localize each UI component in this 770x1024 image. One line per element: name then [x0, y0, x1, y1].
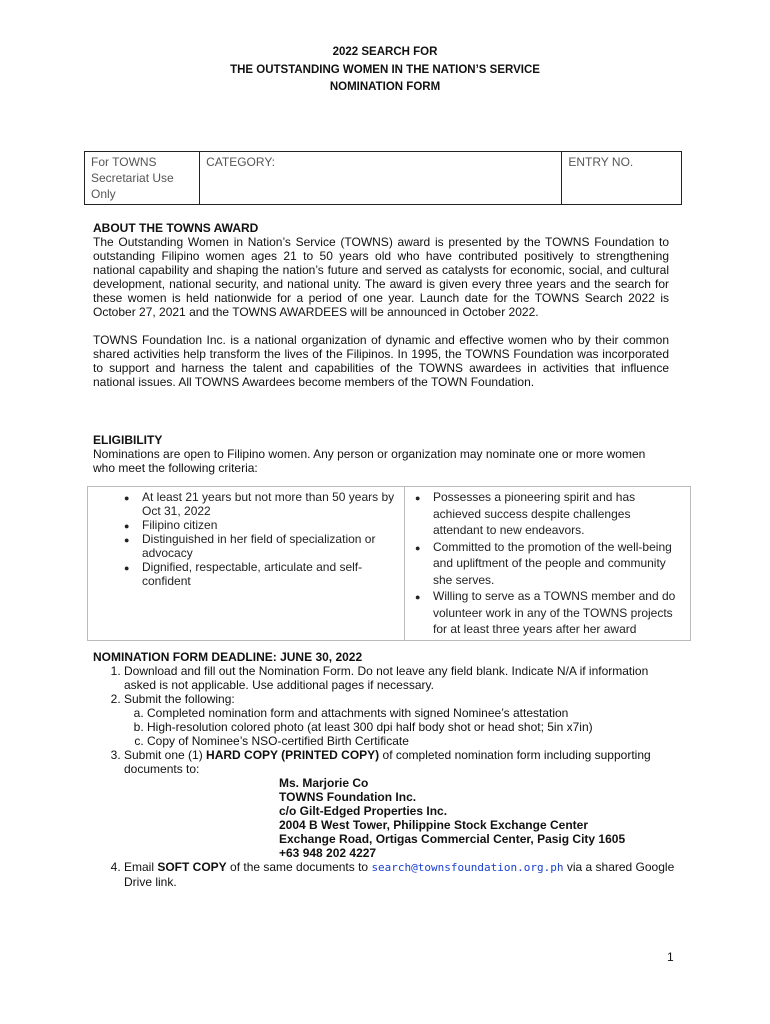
- hard-copy-emphasis: HARD COPY (PRINTED COPY): [206, 748, 380, 762]
- step-submit: [124, 692, 683, 748]
- address-line: +63 948 202 4227: [279, 846, 377, 860]
- address-line: 2004 B West Tower, Philippine Stock Exchange Center: [279, 818, 588, 832]
- page-number: 1: [667, 950, 674, 964]
- title-award: THE OUTSTANDING WOMEN IN THE NATION’S SERVICE: [230, 64, 540, 76]
- address-line: Exchange Road, Ortigas Commercial Center, Pasig City 1605: [279, 832, 626, 846]
- category-cell[interactable]: CATEGORY:: [200, 152, 562, 205]
- criteria-table: [87, 486, 691, 641]
- about-paragraph-1: The Outstanding Women in Nation’s Service (TOWNS) award is presented by the TOWNS Foundation to outstanding Filipino women ages 21 to 50 years old who have contributed positively to strengthening national capability and shaping the nation’s future and served as catalysts for economic, social, and cultural development, national security, and national unity. The award is given every three years and the search for these women is held nationwide for a period of one year. Launch date for the TOWNS Search 2022 is October 27, 2021 and the TOWNS AWARDEES will be announced in October 2022.: [93, 235, 669, 319]
- criteria-item: ● Distinguished in her field of specialization or advocacy: [132, 532, 396, 560]
- criteria-item: ● At least 21 years but not more than 50 years by Oct 31, 2022: [132, 490, 396, 518]
- address-line: TOWNS Foundation Inc.: [279, 790, 417, 804]
- deadline-section: [93, 650, 683, 889]
- about-heading: ABOUT THE TOWNS AWARD: [93, 221, 259, 235]
- email-link[interactable]: search@townsfoundation.org.ph: [371, 861, 564, 874]
- secretariat-box: [84, 151, 682, 205]
- title-year: 2022 SEARCH FOR: [332, 46, 438, 58]
- eligibility-section: [93, 433, 669, 475]
- entry-no-cell[interactable]: ENTRY NO.: [562, 152, 682, 205]
- step-download: 1. Download and fill out the Nomination Form. Do not leave any field blank. Indicate N/A if information asked is not applicable. Use additional pages if necessary.: [124, 664, 683, 692]
- secretariat-cell: For TOWNS Secretariat Use Only: [85, 152, 200, 205]
- criteria-item: ● Dignified, respectable, articulate and self- confident: [132, 560, 396, 588]
- eligibility-intro: Nominations are open to Filipino women. Any person or organization may nominate one or more women who meet the following criteria:: [93, 447, 646, 475]
- address-line: Ms. Marjorie Co: [279, 776, 369, 790]
- criteria-item: ● Committed to the promotion of the well-being and upliftment of the people and community she serves.: [433, 539, 682, 589]
- eligibility-heading: ELIGIBILITY: [93, 433, 163, 447]
- criteria-left: [88, 487, 405, 641]
- criteria-item: ● Possesses a pioneering spirit and has achieved success despite challenges attendant to new endeavors.: [433, 489, 682, 539]
- criteria-item: ● Filipino citizen: [132, 518, 396, 532]
- about-section: [93, 221, 669, 389]
- submit-item: a. Completed nomination form and attachments with signed Nominee’s attestation: [147, 706, 683, 720]
- mailing-address: [279, 776, 683, 860]
- about-paragraph-2: TOWNS Foundation Inc. is a national organization of dynamic and effective women who by their common shared activities help transform the lives of the Filipinos. In 1995, the TOWNS Foundation was incorporated to support and harness the talent and capabilities of the TOWNS awardees in activities that influence national issues. All TOWNS Awardees become members of the TOWN Foundation.: [93, 333, 669, 389]
- deadline-heading: NOMINATION FORM DEADLINE: JUNE 30, 2022: [93, 650, 363, 664]
- submit-item: b. High-resolution colored photo (at least 300 dpi half body shot or head shot; 5in x7in): [147, 720, 683, 734]
- soft-copy-emphasis: SOFT COPY: [157, 860, 227, 874]
- step-hard-copy: 3. Submit one (1) HARD COPY (PRINTED COPY) of completed nomination form including supporting documents to: Ms. Marjorie Co TOWNS Foundation Inc. c/o Gilt-Edged Properties Inc. 2004 B West Tower, Philippine Stock Exchange Center Exchange Road, Ortigas Commercial Center, Pasig City 1605 +63 948 202 4227: [124, 748, 683, 860]
- title-form: NOMINATION FORM: [329, 81, 441, 93]
- submit-item: c. Copy of Nominee’s NSO-certified Birth Certificate: [147, 734, 683, 748]
- criteria-item: ● Willing to serve as a TOWNS member and do volunteer work in any of the TOWNS projects for at least three years after her award: [433, 588, 682, 638]
- step-submit-label: Submit the following:: [124, 692, 235, 706]
- address-line: c/o Gilt-Edged Properties Inc.: [279, 804, 448, 818]
- criteria-right: [405, 487, 691, 641]
- step-soft-copy: 4. Email SOFT COPY of the same documents to search@townsfoundation.org.ph via a shared Google Drive link.: [124, 860, 683, 889]
